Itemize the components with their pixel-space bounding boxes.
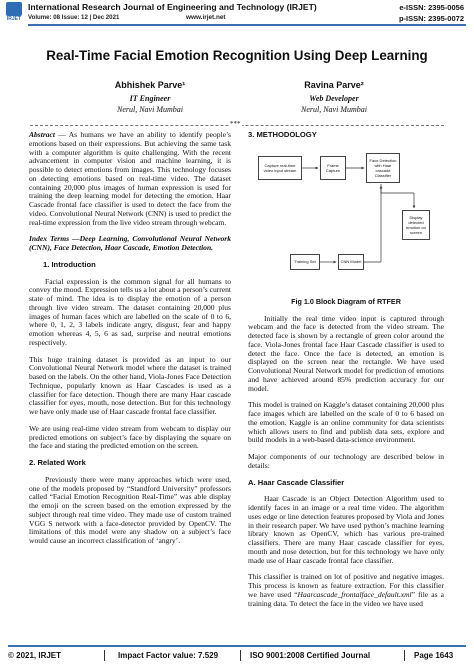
display-emotion-box: Display detected emotion on screen — [402, 210, 430, 240]
journal-header — [0, 0, 474, 28]
paragraph: This model is trained on Kaggle’s dataset containing 20,000 plus face images which are labelled on the scale of 0 to 6 based on the emotion. Kaggle is an online community for data scientists which allows users to find and publish data sets, explore and build models in a web-based data-science environment. — [248, 400, 444, 445]
figure-caption: Fig 1.0 Block Diagram of RTFER — [291, 296, 401, 306]
footer-impact: Impact Factor value: 7.529 — [118, 651, 219, 660]
eissn: e-ISSN: 2395-0056 — [399, 3, 464, 12]
author-role: Web Developer — [309, 94, 359, 103]
related-heading: 2. Related Work — [29, 458, 86, 467]
pissn: p-ISSN: 2395-0072 — [398, 14, 464, 23]
paragraph: Major components of our technology are described below in details: — [248, 452, 444, 470]
capture-box: Capture real-time video input stream — [258, 156, 302, 180]
abstract: Abstract — As humans we have an ability to identify people’s emotions based on their expressions. But achieving the same task with a computer algorithm is quite challenging. With the recent advancement in computer vision and machine learning, it is possible to detect emotions from images. This technology focuses on detecting emotions based on real-time video. The dataset containing 20,000 plus images of human expression is used for training the deep learning model for detecting the emotion. Haar Cascade frontal face classifier is used to detect the face from the video. Convolutional Neural Network (CNN) is used to predict the real-time expression from the live video stream through webcam. — [29, 130, 231, 227]
author-name: Abhishek Parve¹ — [114, 80, 186, 90]
intro-heading: 1. Introduction — [43, 259, 96, 269]
author-1 — [90, 80, 210, 115]
frame-capture-box: Frame Capture — [320, 156, 346, 180]
author-role: IT Engineer — [129, 94, 171, 103]
footer-divider — [240, 650, 241, 661]
page-footer — [0, 644, 474, 670]
block-diagram — [254, 148, 440, 290]
irjet-logo: IRJET — [4, 2, 24, 24]
author-place: Nerul, Navi Mumbai — [301, 105, 367, 114]
footer-copyright: © 2021, IRJET — [8, 651, 62, 660]
journal-url[interactable]: www.irjet.net — [186, 14, 226, 21]
paragraph: Haar Cascade is an Object Detection Algorithm used to identify faces in an image or a real time video. The algorithm uses edge or line detection features proposed by Viola and Jones in their research paper. We have used python’s machine learning library known as OpenCV, which has various pre-trained classifiers. There are many Haar cascade classifier for eyes, mouth and nose detection, but for this technology we have only made use of Haar cascade frontal face classifier. — [248, 494, 444, 565]
footer-divider — [404, 650, 405, 661]
footer-rule — [8, 645, 466, 647]
left-column — [29, 131, 231, 554]
paper-title: Real-Time Facial Emotion Recognition Using Deep Learning — [46, 48, 428, 63]
paragraph: Previously there were many approaches which were used, one of the models proposed by “Standford University” professors called “Facial Emotion Recognition Real-Time” was able display the emoji on the screen based on the emotion expressed by the subject through real time video. They made use of custom trained VGG S network with a face-detector provided by OpenCV. The limitations of this model were any shadow on a subject’s face would cause an incorrect classification of ‘angry’. — [29, 474, 231, 545]
paragraph: This classifier is trained on lot of positive and negative images. This process is known as feature extraction. For this classifier we have used “Haarcascade_frontalface_default.xml” file as a training data. To detect the face in the video we have used — [248, 572, 444, 608]
paragraph: This huge training dataset is provided as an input to our Convolutional Neural Network model where the dataset is trained based on the labels. On the other hand, Viola-Jones Face Detection Technique, popularly known as Haar Cascades is used as a classifier for face detection. Though there are many Haar cascade classifier for eyes, mouth, nose detection. But for this technology we have only made use of Haar cascade frontal face classifier. — [29, 354, 231, 416]
right-column — [248, 131, 444, 616]
haar-heading: A. Haar Cascade Classifier — [248, 477, 345, 487]
author-place: Nerul, Navi Mumbai — [117, 105, 183, 114]
journal-name: International Research Journal of Engineering and Technology (IRJET) — [28, 2, 317, 12]
footer-divider — [104, 650, 105, 661]
paragraph: Facial expression is the common signal for all humans to convey the mood. Expression tells us a lot about a person’s current state of mind. The idea is to display the emotion of a person through live video stream. The dataset containing 20,000 plus images of human faces which are labelled on the scale of 0 to 6, where 0, 1, 2, 3 labels indicate angry, disgust, fear and happy emotion whereas 4, 5, 6 as sad, surprise and neutral emotions respectively. — [29, 276, 231, 347]
index-terms: Index Terms —Deep Learning, Convolutional Neural Network (CNN), Face Detection, Haar Cascade, Emotion Detection. — [29, 234, 231, 252]
journal-volume: Volume: 08 Issue: 12 | Dec 2021 — [28, 14, 120, 21]
footer-page: Page 1643 — [414, 651, 454, 660]
author-2 — [274, 80, 394, 115]
cnn-model-box: CNN Model — [338, 254, 364, 270]
paragraph: We are using real-time video stream from webcam to display our predicted emotions on subject’s face by displaying the square on the face and stating the predicted emotion on the screen. — [29, 423, 231, 451]
training-set-box: Training Set — [290, 254, 320, 270]
paragraph: Initially the real time video input is captured through webcam and the face is detected from the video stream. The detected face is shown by a rectangle of green color around the face. Viola-Jones frontal face Haar Cascade classifier is used to detect the face. Once the face is detected, an emotion is displayed on the screen near the rectangle. We have used Convolutional Neural Network model for prediction of emotions and have achieved around 85% prediction accuracy for our model. — [248, 313, 444, 393]
face-detection-box: Face Detection with Haar cascade Classifier — [366, 153, 400, 183]
footer-iso: ISO 9001:2008 Certified Journal — [250, 651, 371, 660]
author-name: Ravina Parve² — [304, 80, 364, 90]
methodology-heading: 3. METHODOLOGY — [248, 130, 317, 139]
header-rule — [28, 24, 466, 26]
separator-stars: *** — [230, 120, 241, 128]
